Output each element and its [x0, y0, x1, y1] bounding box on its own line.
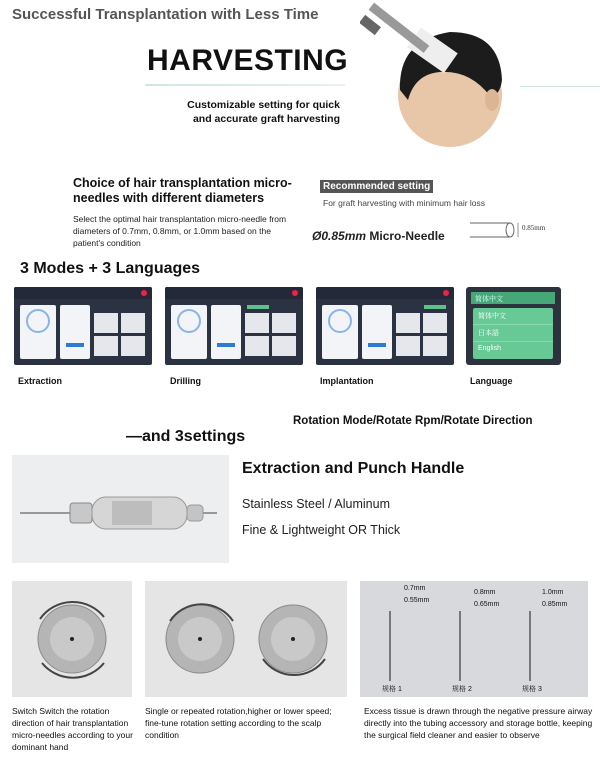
- needle-diagram-icon: [470, 215, 520, 245]
- gauge-icon: [171, 305, 207, 335]
- caption-language: Language: [470, 376, 513, 386]
- caption-drilling: Drilling: [170, 376, 201, 386]
- needle-inner-3: 0.85mm: [542, 601, 568, 608]
- needle-choice-description: Select the optimal hair transplantation micro-needle from diameters of 0.7mm, 0.8mm, or 1.0mm based on the patient's condition: [73, 214, 287, 248]
- language-option-chinese[interactable]: 简体中文: [473, 308, 553, 325]
- head-harvesting-illustration: [360, 0, 510, 150]
- subtitle-line-1: Customizable setting for quick: [187, 99, 340, 111]
- caption-extraction: Extraction: [18, 376, 63, 386]
- recommended-text: For graft harvesting with minimum hair loss: [323, 198, 486, 208]
- language-menu: [473, 308, 553, 359]
- needle-choice-title: Choice of hair transplantation micro-needles with different diameters: [73, 176, 292, 205]
- settings-title: —and 3settings: [126, 428, 246, 445]
- decorative-line: [520, 86, 600, 87]
- needle-outer-3: 1.0mm: [542, 589, 564, 596]
- caption-rotation-switch: Switch Switch the rotation direction of hair transplantation micro-needles according to your dominant hand: [12, 706, 133, 752]
- handle-material: Stainless Steel / Aluminum: [242, 497, 390, 511]
- rotation-speed-photo: [145, 581, 347, 697]
- harvesting-title: HARVESTING: [147, 44, 349, 77]
- language-option-english[interactable]: English: [478, 345, 501, 352]
- needle-inner-1: 0.55mm: [404, 597, 430, 604]
- gauge-icon: [20, 305, 56, 335]
- subtitle-line-2: and accurate graft harvesting: [192, 113, 340, 125]
- needle-label-2: 规格 2: [452, 686, 472, 693]
- disc-rotation-icon: [12, 581, 132, 697]
- language-select[interactable]: 简体中文: [471, 292, 555, 304]
- needle-size-value: Ø0.85mm: [312, 229, 367, 243]
- needle-outer-1: 0.7mm: [404, 585, 426, 592]
- double-disc-icon: [145, 581, 347, 697]
- handle-title: Extraction and Punch Handle: [242, 460, 465, 477]
- needle-dimension: 0.85mm: [522, 224, 546, 232]
- language-option-japanese[interactable]: 日本語: [473, 325, 553, 342]
- top-title: Successful Transplantation with Less Time: [12, 6, 319, 23]
- caption-negative-pressure: Excess tissue is drawn through the negative pressure airway directly into the tubing accessory and storage bottle, keeping the surgical field cleaner and easier to observe: [364, 706, 593, 740]
- needle-size-label: [312, 229, 445, 243]
- recommended-badge: Recommended setting: [320, 180, 433, 193]
- rotation-switch-photo: [12, 581, 132, 697]
- caption-rotation-speed: Single or repeated rotation,higher or lower speed; fine-tune rotation setting according to the scalp condition: [145, 706, 332, 740]
- modes-title: 3 Modes + 3 Languages: [20, 260, 201, 277]
- needle-sizes-icon: [360, 581, 588, 697]
- caption-implantation: Implantation: [320, 376, 374, 386]
- needle-inner-2: 0.65mm: [474, 601, 500, 608]
- gauge-icon: [322, 305, 358, 335]
- language-screen: [466, 287, 561, 365]
- needle-label-3: 规格 3: [522, 686, 542, 693]
- rotation-settings-text: Rotation Mode/Rotate Rpm/Rotate Direction: [293, 415, 533, 427]
- harvest-subtitle: [160, 98, 340, 126]
- needle-outer-2: 0.8mm: [474, 589, 496, 596]
- title-underline: [145, 84, 345, 86]
- drilling-screen: [165, 287, 303, 365]
- needle-label-text: Micro-Needle: [366, 229, 445, 243]
- punch-handle-icon: [12, 455, 229, 563]
- needle-label-1: 规格 1: [382, 686, 402, 693]
- extraction-screen: [14, 287, 152, 365]
- handle-weight: Fine & Lightweight OR Thick: [242, 523, 401, 537]
- needle-sizes-photo: [360, 581, 588, 697]
- implantation-screen: [316, 287, 454, 365]
- handle-image: [12, 455, 229, 563]
